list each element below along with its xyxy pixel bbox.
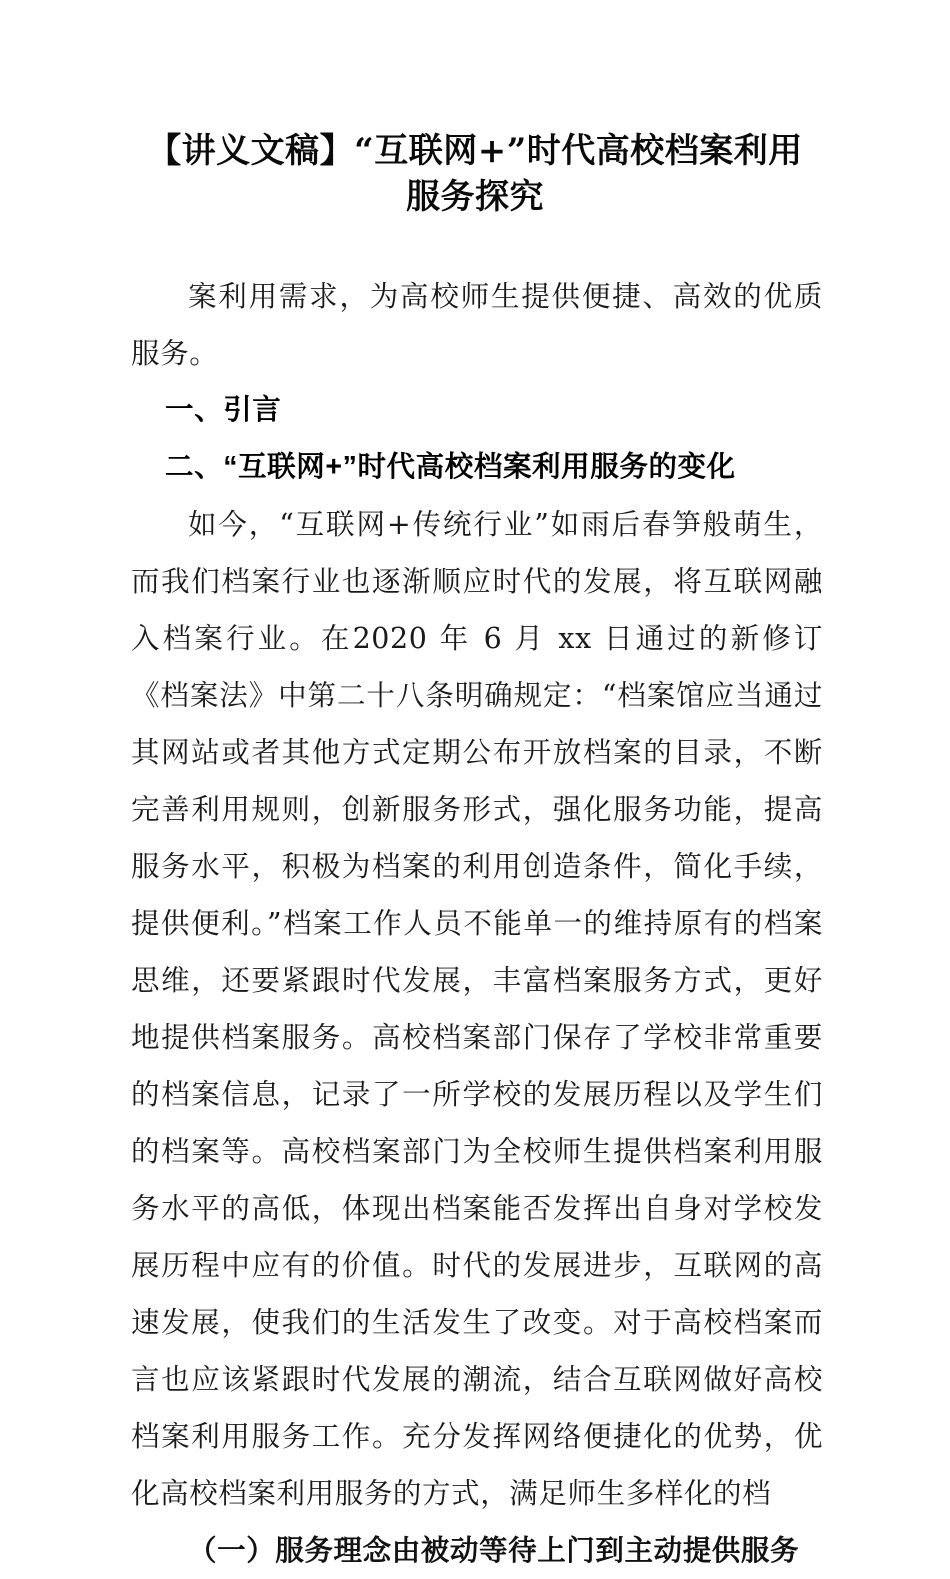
section-heading-one: 一、引言 bbox=[165, 394, 282, 426]
lead-paragraph: 案利用需求，为高校师生提供便捷、高效的优质服务。 bbox=[131, 280, 823, 370]
page-title bbox=[128, 128, 822, 220]
section-heading-two: 二、“互联网+”时代高校档案利用服务的变化 bbox=[165, 451, 736, 483]
main-paragraph: 如今，“互联网+传统行业”如雨后春笋般萌生，而我们档案行业也逐渐顺应时代的发展，将互联网融入档案行业。在2020 年 6 月 xx 日通过的新修订《档案法》中第二十八条明确规定：“档案馆应当通过其网站或者其他方式定期公布开放档案的目录，不断完善利用规则，创新服务形式，强化服务功能，提高服务水平，积极为档案的利用创造条件，简化手续，提供便利。”档案工作人员不能单一的维持原有的档案思维，还要紧跟时代发展，丰富档案服务方式，更好地提供档案服务。高校档案部门保存了学校非常重要的档案信息，记录了一所学校的发展历程以及学生们的档案等。高校档案部门为全校师生提供档案利用服务水平的高低，体现出档案能否发挥出自身对学校发展历程中应有的价值。时代的发展进步，互联网的高速发展，使我们的生活发生了改变。对于高校档案而言也应该紧跟时代发展的潮流，结合互联网做好高校档案利用服务工作。充分发挥网络便捷化的优势，优化高校档案利用服务的方式，满足师生多样化的档 bbox=[131, 508, 823, 1510]
subsection-heading-one: （一）服务理念由被动等待上门到主动提供服务 bbox=[188, 1533, 800, 1567]
page-title-line-2: 服务探究 bbox=[406, 177, 544, 217]
document-body bbox=[131, 268, 823, 1579]
page-title-line-1: 【讲义文稿】“互联网+”时代高校档案利用 bbox=[147, 131, 803, 171]
